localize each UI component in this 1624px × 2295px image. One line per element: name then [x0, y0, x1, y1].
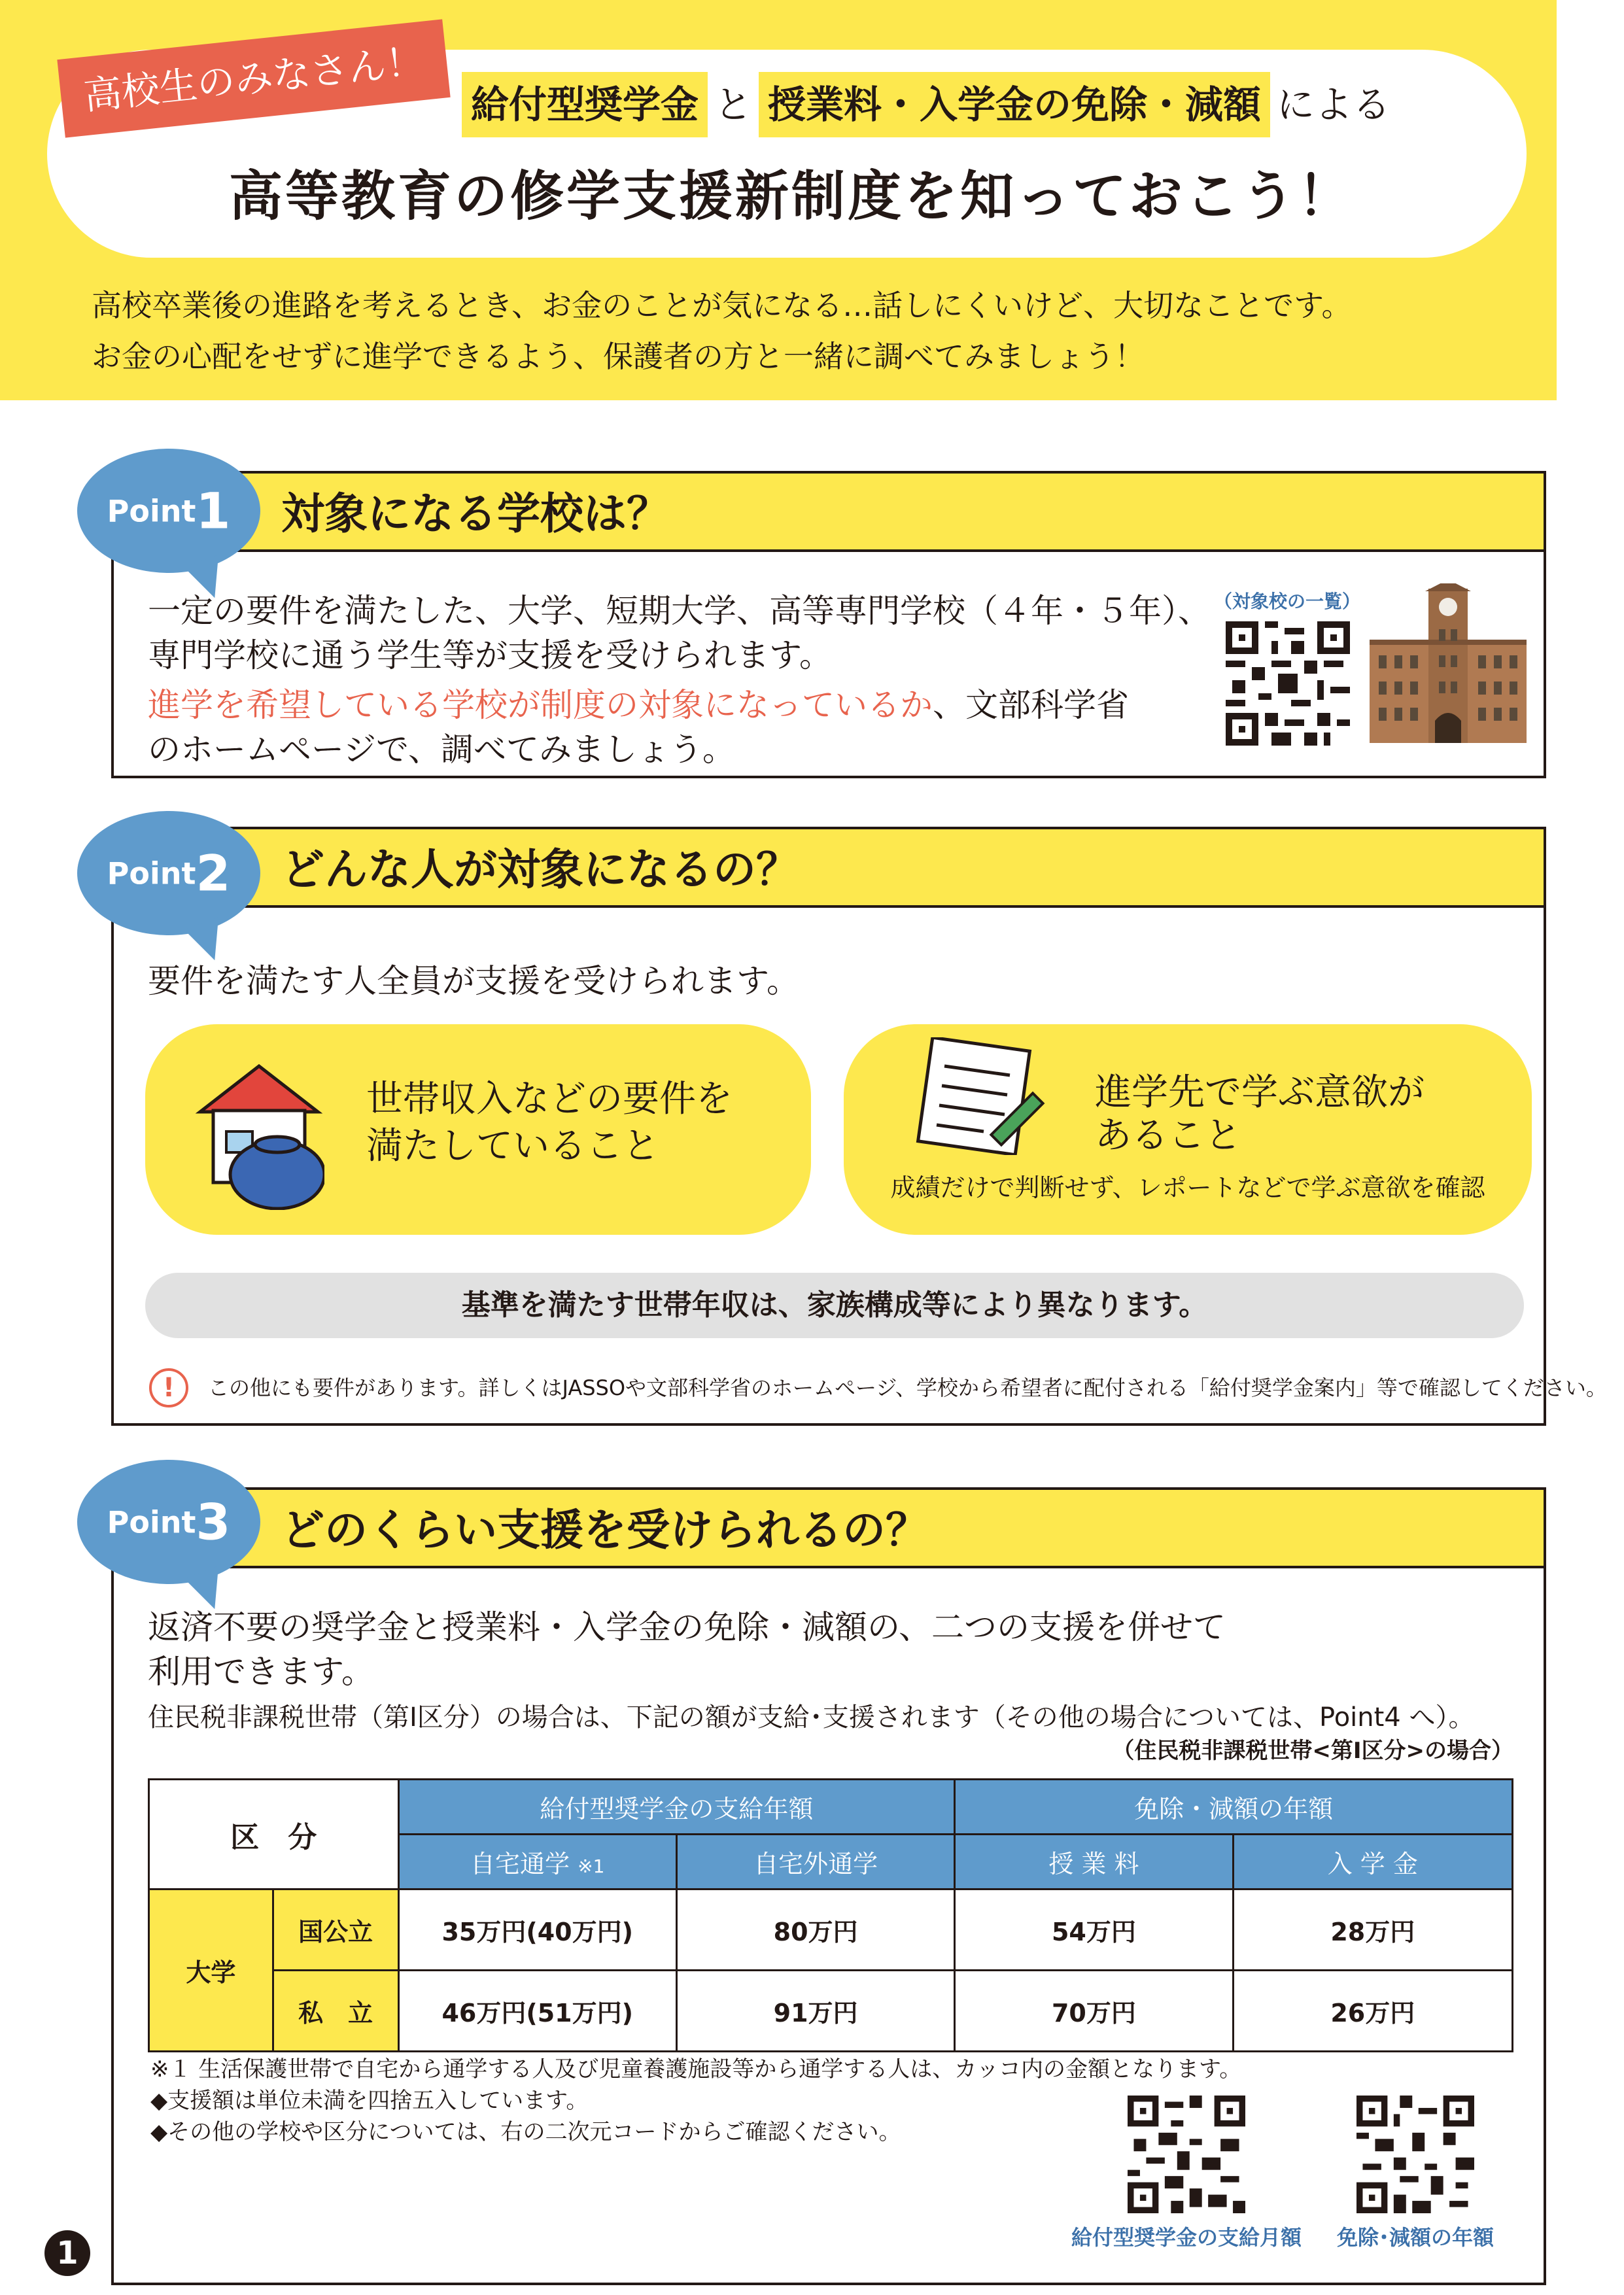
point1-text-line-3 — [148, 683, 1129, 727]
table-group-scholarship: 給付型奨学金の支給年額 — [398, 1780, 955, 1835]
table-corner: 区 分 — [149, 1780, 399, 1889]
table-note-2: ◆支援額は単位未満を四捨五入しています。 — [150, 2088, 589, 2114]
requirement-income-line-1: 世帯収入などの要件を — [366, 1078, 733, 1120]
point1-badge — [77, 449, 260, 573]
point1-badge-number: 1 — [196, 481, 231, 540]
point1-badge-word: Point — [107, 493, 196, 529]
point1-text-line-4: のホームページで、調べてみましょう。 — [148, 731, 735, 768]
highlight-scholarship: 給付型奨学金 — [462, 72, 708, 137]
support-amount-table — [148, 1778, 1513, 2052]
university-building-icon — [1370, 583, 1527, 743]
point3-title: どのくらい支援を受けられるの？ — [281, 1505, 929, 1555]
point2-badge — [77, 811, 260, 935]
house-wallet-icon — [194, 1053, 324, 1210]
table-note-3: ◆その他の学校や区分については、右の二次元コードからご確認ください。 — [150, 2119, 901, 2145]
point3-text-line-2: 利用できます。 — [148, 1653, 374, 1691]
point2-badge-word: Point — [107, 855, 196, 891]
point2-lead: 要件を満たす人全員が支援を受けられます。 — [148, 962, 799, 1000]
page-title: 高等教育の修学支援新制度を知っておこう！ — [228, 165, 1354, 228]
table-row — [149, 1889, 1513, 1971]
table-cell: 26万円 — [1233, 1971, 1512, 2052]
point1-qr-caption: （対象校の一覧） — [1214, 591, 1361, 612]
qr-code-icon[interactable] — [1356, 2096, 1474, 2213]
table-note-1: ※１ 生活保護世帯で自宅から通学する人及び児童養護施設等から通学する人は、カッコ内の金額となります。 — [150, 2056, 1242, 2082]
table-cell: 91万円 — [676, 1971, 954, 2052]
point1-title: 対象になる学校は？ — [281, 489, 670, 539]
qr1-label: 給付型奨学金の支給月額 — [1071, 2225, 1302, 2250]
table-cell: 46万円(51万円) — [398, 1971, 676, 2052]
page-number: 1 — [44, 2230, 90, 2276]
table-row-label-public: 国公立 — [273, 1889, 398, 1971]
point3-badge-word: Point — [107, 1504, 196, 1540]
requirement-motivation-line-1: 進学先で学ぶ意欲が — [1095, 1071, 1425, 1114]
point3-badge-number: 3 — [196, 1493, 231, 1551]
point2-title: どんな人が対象になるの？ — [281, 844, 799, 895]
requirement-motivation-sub: 成績だけで判断せず、レポートなどで学ぶ意欲を確認 — [890, 1173, 1485, 1202]
table-col-tuition: 授 業 料 — [955, 1835, 1233, 1889]
point3-text-line-1: 返済不要の奨学金と授業料・入学金の免除・減額の、二つの支援を併せて — [148, 1608, 1226, 1646]
subtitle-connector-2: による — [1277, 82, 1391, 127]
table-col-home-note: ※1 — [578, 1855, 605, 1877]
catch-tag: 高校生のみなさん！ — [57, 19, 450, 137]
income-standard-note: 基準を満たす世帯年収は、家族構成等により異なります。 — [461, 1288, 1208, 1322]
table-cell: 35万円(40万円) — [398, 1889, 676, 1971]
document-pencil-icon — [912, 1037, 1056, 1155]
point3-badge — [77, 1460, 260, 1584]
subtitle-connector-1: と — [714, 82, 753, 127]
point1-orange-emphasis: 進学を希望している学校が制度の対象になっているか — [148, 686, 933, 724]
table-row-label-private: 私 立 — [273, 1971, 398, 2052]
subtitle-line — [462, 71, 1397, 133]
highlight-tuition-waiver: 授業料・入学金の免除・減額 — [759, 72, 1270, 137]
table-cell: 80万円 — [676, 1889, 954, 1971]
table-col-home — [398, 1835, 676, 1889]
qr-code-icon[interactable] — [1226, 621, 1350, 746]
point3-text-line-3: 住民税非課税世帯（第Ⅰ区分）の場合は、下記の額が支給･支援されます（その他の場合については、Point4 へ）。 — [148, 1702, 1475, 1733]
table-row — [149, 1971, 1513, 2052]
table-col-admission: 入 学 金 — [1233, 1835, 1512, 1889]
table-cell: 54万円 — [955, 1889, 1233, 1971]
table-caption: （住民税非課税世帯<第Ⅰ区分>の場合） — [1112, 1738, 1513, 1764]
point1-text-line-1: 一定の要件を満たした、大学、短期大学、高等専門学校（４年・５年）、 — [148, 592, 1211, 630]
qr-code-icon[interactable] — [1128, 2096, 1245, 2213]
point2-caution-text: この他にも要件があります。詳しくはJASSOや文部科学省のホームページ、学校から希望者に配付される「給付奨学金案内」等で確認してください。 — [208, 1375, 1607, 1400]
table-col-away: 自宅外通学 — [676, 1835, 954, 1889]
point2-badge-number: 2 — [196, 844, 231, 903]
point1-text-line-3-rest: 、文部科学省 — [933, 686, 1129, 724]
point1-text-line-2: 専門学校に通う学生等が支援を受けられます。 — [148, 636, 832, 674]
table-col-home-label: 自宅通学 — [470, 1850, 570, 1878]
caution-icon: ! — [149, 1368, 188, 1407]
table-group-waiver: 免除・減額の年額 — [955, 1780, 1513, 1835]
intro-line-2: お金の心配をせずに進学できるよう、保護者の方と一緒に調べてみましょう！ — [92, 339, 1145, 374]
requirement-income-line-2: 満たしていること — [366, 1125, 659, 1167]
requirement-motivation-line-2: あること — [1095, 1114, 1241, 1157]
intro-line-1: 高校卒業後の進路を考えるとき、お金のことが気になる…話しにくいけど、大切なことです。 — [92, 288, 1352, 323]
table-cell: 28万円 — [1233, 1889, 1512, 1971]
table-row-group-university: 大学 — [149, 1889, 273, 2052]
qr2-label: 免除･減額の年額 — [1336, 2225, 1494, 2250]
table-cell: 70万円 — [955, 1971, 1233, 2052]
